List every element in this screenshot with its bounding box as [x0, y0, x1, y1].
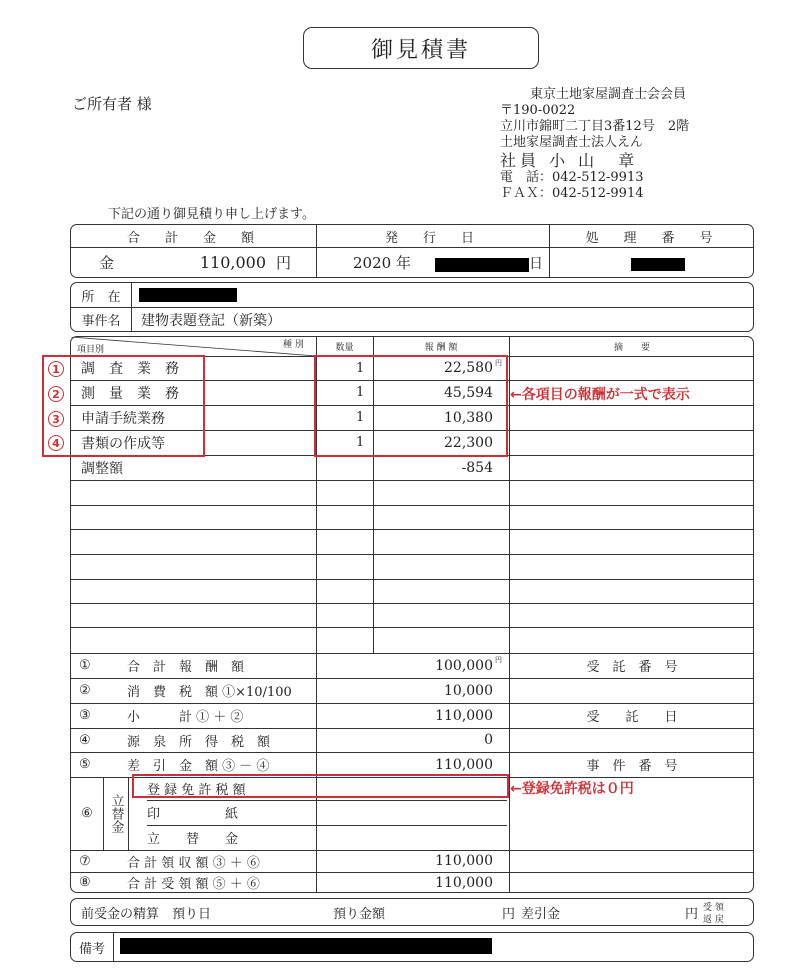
item-qty: 1	[356, 410, 365, 425]
calc-num: ④	[79, 732, 91, 748]
case-label: 事件名	[81, 314, 121, 329]
calc-label: 源 泉 所 得 税 額	[127, 734, 271, 750]
tax-highlight-box	[132, 774, 509, 798]
location-label: 所 在	[81, 289, 121, 305]
redacted-process-number	[631, 258, 685, 271]
calc-value: 110,000	[435, 707, 493, 724]
remarks-label: 備考	[78, 942, 105, 957]
item-name: 測 量 業 務	[81, 385, 179, 402]
issuer-member: 東京土地家屋調査士会会員	[530, 87, 687, 102]
difference-yen: 円	[685, 907, 699, 922]
header-kind: 種 別	[283, 340, 304, 350]
case-number-label: 事 件 番 号	[586, 759, 678, 774]
fees-highlight-box	[314, 355, 508, 457]
item-name: 書類の作成等	[81, 435, 165, 452]
calc-num: ③	[79, 708, 91, 723]
document-title: 御見積書	[303, 27, 539, 69]
case-info-box	[70, 282, 754, 332]
calc-num: ⑥	[81, 806, 93, 821]
advance-payment-label: 立替金	[108, 794, 124, 833]
settlement-box	[70, 898, 754, 926]
yen-mark: 円	[495, 656, 502, 664]
item-qty: 1	[356, 385, 365, 400]
calc-label: 合 計 領 収 額 ③ ＋ ⑥	[127, 855, 260, 871]
issuer-fax: ＦＡＸ：042-512-9914	[500, 186, 644, 201]
calc-num: ②	[79, 683, 91, 698]
issuer-address: 立川市錦町二丁目3番12号 2階	[500, 119, 690, 134]
note-tax: ←登録免許税は０円	[510, 781, 634, 797]
marker-4-icon: 4	[48, 435, 64, 451]
issuer-representative: 社員 小 山 章	[500, 151, 639, 170]
header-remarks: 摘 要	[613, 343, 650, 353]
calc-label: 消 費 税 額 ①×10/100	[127, 685, 292, 700]
calc-num: ⑧	[79, 875, 91, 890]
process-number-header: 処 理 番 号	[585, 230, 719, 246]
prepay-label: 前受金の精算 預り日	[81, 907, 212, 922]
items-highlight-box	[42, 355, 205, 457]
total-yen: 円	[276, 254, 292, 272]
marker-2-icon: 2	[48, 386, 64, 402]
note-items: ←各項目の報酬が一式で表示	[510, 387, 690, 403]
redacted-issue-date	[435, 258, 529, 272]
deposit-label: 預り金額	[333, 907, 386, 922]
calc-value: 110,000	[435, 756, 493, 773]
summary-box	[70, 224, 754, 278]
header-item: 項目別	[77, 345, 105, 355]
entrust-number-label: 受 託 番 号	[586, 660, 678, 675]
receive-label: 受 領	[703, 902, 724, 913]
intro-text: 下記の通り御見積り申し上げます。	[108, 207, 315, 222]
difference-label: 差引金	[521, 907, 561, 922]
calc-label: 合 計 受 領 額 ⑤ ＋ ⑥	[127, 877, 260, 892]
issuer-postal: 〒190-0022	[500, 103, 576, 118]
calc-num: ⑦	[79, 853, 91, 869]
issuer-phone: 電 話：042-512-9913	[500, 170, 644, 185]
stamp-label: 印 紙	[147, 807, 239, 822]
calc-num: ⑤	[79, 757, 91, 772]
header-diagonal	[71, 337, 316, 356]
item-fee: 45,594	[444, 384, 493, 401]
calc-value: 110,000	[435, 874, 493, 891]
item-fee: 22,300	[444, 434, 493, 451]
redacted-location	[139, 288, 237, 302]
calc-label: 小 計 ① ＋ ②	[127, 710, 244, 725]
header-fee: 報 酬 額	[424, 343, 458, 353]
adjustment-value: -854	[461, 459, 493, 476]
total-header: 合 計 金 額	[126, 230, 260, 246]
total-amount: 110,000	[199, 253, 266, 272]
header-qty: 数量	[335, 343, 354, 353]
registration-tax-label: 登 録 免 許 税 額	[147, 783, 246, 798]
item-qty: 1	[356, 435, 365, 450]
issue-day-suffix: 日	[529, 255, 543, 272]
case-value: 建物表題登記（新築）	[141, 312, 281, 329]
calc-value: 0	[484, 732, 493, 748]
item-name: 調 査 業 務	[81, 361, 179, 377]
issue-date-header: 発 行 日	[384, 230, 480, 246]
calc-value: 100,000	[435, 657, 493, 674]
refund-label: 返 戻	[703, 914, 724, 925]
yen-mark: 円	[495, 359, 502, 367]
item-name: 申請手続業務	[81, 410, 165, 427]
issuer-firm: 土地家屋調査士法人えん	[500, 135, 644, 150]
calc-label: 差 引 金 額 ③ － ④	[127, 759, 270, 774]
kin-label: 金	[99, 254, 115, 272]
issue-year: 2020 年	[353, 254, 411, 272]
advance-label: 立 替 金	[147, 832, 239, 847]
marker-1-icon: 1	[48, 361, 64, 377]
calc-value: 10,000	[444, 682, 493, 699]
redacted-remarks	[120, 938, 492, 954]
remarks-box	[70, 932, 754, 962]
calc-value: 110,000	[435, 853, 493, 869]
adjustment-label: 調整額	[81, 460, 123, 477]
issuer-block	[500, 87, 689, 202]
entrust-date-label: 受 託 日	[586, 710, 678, 725]
deposit-yen: 円	[502, 907, 516, 922]
marker-3-icon: 3	[48, 411, 64, 427]
item-qty: 1	[356, 360, 365, 376]
item-fee: 22,580	[444, 360, 493, 376]
addressee: ご所有者 様	[72, 95, 152, 113]
item-fee: 10,380	[444, 409, 493, 426]
calc-num: ①	[79, 658, 91, 673]
calc-label: 合 計 報 酬 額	[127, 660, 245, 675]
